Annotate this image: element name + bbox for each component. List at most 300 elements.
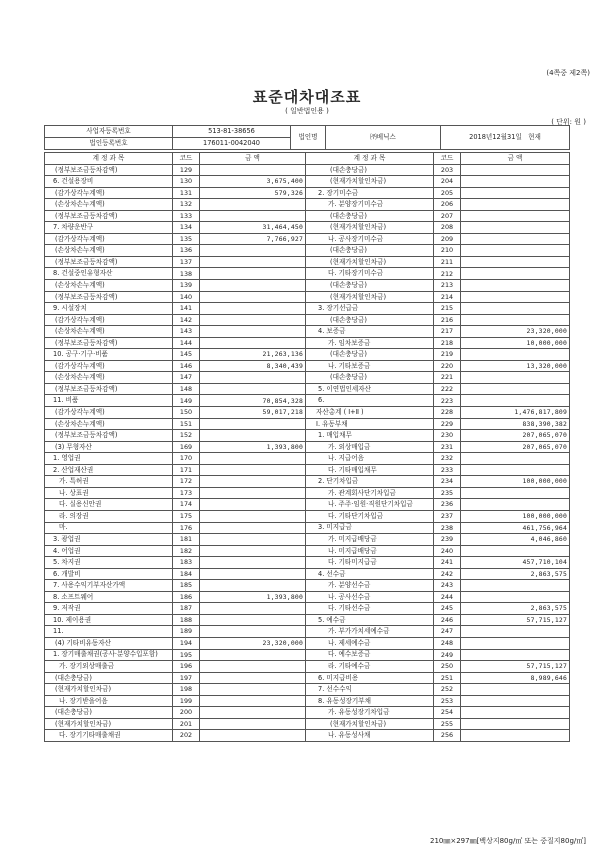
- left-item-name: (손상차손누계액): [45, 280, 173, 292]
- right-item-amount: [461, 372, 570, 384]
- table-row: [45, 222, 570, 234]
- left-item-amount: [200, 661, 306, 673]
- left-item-amount: [200, 695, 306, 707]
- left-item-amount: [200, 383, 306, 395]
- table-row: [45, 453, 570, 465]
- table-row: [45, 730, 570, 742]
- unit-label: ( 단위: 원 ): [551, 118, 586, 126]
- right-item-name: 6. 미지급비용: [306, 672, 434, 684]
- left-item-name: 가. 장기외상매출금: [45, 661, 173, 673]
- right-item-amount: [461, 453, 570, 465]
- right-item-amount: [461, 349, 570, 361]
- left-item-name: 나. 장기받을어음: [45, 695, 173, 707]
- right-item-name: 자산총계 ( Ⅰ+Ⅱ ): [306, 407, 434, 419]
- right-item-name: 7. 선수수익: [306, 684, 434, 696]
- right-item-code: 236: [434, 499, 461, 511]
- left-item-name: 7. 사용수익기부자산가액: [45, 580, 173, 592]
- right-item-name: 3. 장기선급금: [306, 303, 434, 315]
- table-row: [45, 245, 570, 257]
- left-item-code: 199: [173, 695, 200, 707]
- table-row: [45, 649, 570, 661]
- right-item-amount: [461, 499, 570, 511]
- right-item-name: 가. 유동성장기차입금: [306, 707, 434, 719]
- right-item-code: 208: [434, 222, 461, 234]
- right-item-amount: [461, 222, 570, 234]
- left-item-name: 1. 장기매출채권(공사·분양수입포함): [45, 649, 173, 661]
- right-item-code: 221: [434, 372, 461, 384]
- right-item-amount: 57,715,127: [461, 661, 570, 673]
- right-item-name: (대손충당금): [306, 372, 434, 384]
- table-row: [45, 176, 570, 188]
- left-item-code: 201: [173, 718, 200, 730]
- right-item-amount: [461, 256, 570, 268]
- right-item-amount: 13,320,000: [461, 360, 570, 372]
- left-item-name: (정부보조금등차감액): [45, 383, 173, 395]
- left-item-amount: [200, 291, 306, 303]
- left-item-name: 2. 산업재산권: [45, 464, 173, 476]
- table-row: [45, 510, 570, 522]
- table-row: [45, 349, 570, 361]
- left-item-amount: [200, 280, 306, 292]
- col-amount-left: 금 액: [200, 153, 306, 165]
- right-item-code: 253: [434, 695, 461, 707]
- right-item-name: 다. 예수보증금: [306, 649, 434, 661]
- left-item-amount: 1,393,800: [200, 591, 306, 603]
- left-item-name: 4. 어업권: [45, 545, 173, 557]
- left-item-amount: 23,320,000: [200, 637, 306, 649]
- left-item-amount: [200, 672, 306, 684]
- left-item-code: 142: [173, 314, 200, 326]
- right-item-name: 1. 매입채무: [306, 430, 434, 442]
- table-row: [45, 187, 570, 199]
- right-item-name: 나. 지급어음: [306, 453, 434, 465]
- right-item-name: 2. 장기미수금: [306, 187, 434, 199]
- col-item-left: 계 정 과 목: [45, 153, 173, 165]
- left-item-name: 9. 시설장치: [45, 303, 173, 315]
- right-item-code: 234: [434, 476, 461, 488]
- left-item-code: 169: [173, 441, 200, 453]
- right-item-code: 223: [434, 395, 461, 407]
- right-item-amount: 457,710,104: [461, 557, 570, 569]
- left-item-name: 10. 제이용권: [45, 614, 173, 626]
- right-item-code: 209: [434, 233, 461, 245]
- table-row: [45, 326, 570, 338]
- table-row: [45, 476, 570, 488]
- right-item-code: 252: [434, 684, 461, 696]
- right-item-name: (대손충당금): [306, 245, 434, 257]
- col-code-right: 코드: [434, 153, 461, 165]
- left-item-amount: [200, 614, 306, 626]
- table-row: [45, 314, 570, 326]
- table-row: [45, 268, 570, 280]
- left-item-amount: [200, 545, 306, 557]
- left-item-name: (손상차손누계액): [45, 245, 173, 257]
- left-item-code: 138: [173, 268, 200, 280]
- right-item-code: 243: [434, 580, 461, 592]
- left-item-name: (현재가치할인차금): [45, 718, 173, 730]
- table-row: [45, 372, 570, 384]
- right-item-amount: [461, 684, 570, 696]
- right-item-amount: [461, 383, 570, 395]
- right-item-code: 212: [434, 268, 461, 280]
- right-item-name: 나. 제세예수금: [306, 637, 434, 649]
- right-item-code: 218: [434, 337, 461, 349]
- left-item-name: (감가상각누계액): [45, 187, 173, 199]
- right-item-name: 나. 공사장기미수금: [306, 233, 434, 245]
- table-row: [45, 637, 570, 649]
- left-item-code: 152: [173, 430, 200, 442]
- left-item-name: (정부보조금등차감액): [45, 164, 173, 176]
- left-item-code: 188: [173, 614, 200, 626]
- table-row: [45, 591, 570, 603]
- table-row: [45, 684, 570, 696]
- right-item-code: 250: [434, 661, 461, 673]
- table-row: [45, 707, 570, 719]
- right-item-amount: [461, 303, 570, 315]
- left-item-code: 184: [173, 568, 200, 580]
- right-item-code: 233: [434, 464, 461, 476]
- left-item-name: 나. 상표권: [45, 487, 173, 499]
- left-item-amount: [200, 303, 306, 315]
- left-item-code: 151: [173, 418, 200, 430]
- left-item-code: 131: [173, 187, 200, 199]
- left-item-name: (현재가치할인차금): [45, 684, 173, 696]
- left-item-code: 147: [173, 372, 200, 384]
- left-item-amount: [200, 326, 306, 338]
- left-item-amount: [200, 603, 306, 615]
- left-item-amount: [200, 626, 306, 638]
- corp-name-label: 법인명: [291, 126, 326, 150]
- right-item-code: 241: [434, 557, 461, 569]
- biz-no-value: 513-81-38656: [173, 126, 291, 138]
- left-item-amount: [200, 314, 306, 326]
- right-item-name: 5. 이연법인세자산: [306, 383, 434, 395]
- left-item-amount: [200, 730, 306, 742]
- table-row: [45, 430, 570, 442]
- left-item-name: 가. 특허권: [45, 476, 173, 488]
- left-item-amount: [200, 453, 306, 465]
- right-item-code: 249: [434, 649, 461, 661]
- table-row: [45, 568, 570, 580]
- left-item-amount: [200, 430, 306, 442]
- col-code-left: 코드: [173, 153, 200, 165]
- right-item-amount: [461, 545, 570, 557]
- left-item-name: (정부보조금등차감액): [45, 337, 173, 349]
- left-item-amount: [200, 256, 306, 268]
- right-item-name: (현재가치할인차금): [306, 256, 434, 268]
- left-item-code: 185: [173, 580, 200, 592]
- table-row: [45, 395, 570, 407]
- right-item-amount: 2,863,575: [461, 603, 570, 615]
- right-item-code: 229: [434, 418, 461, 430]
- table-row: [45, 545, 570, 557]
- left-item-amount: [200, 372, 306, 384]
- right-item-amount: [461, 649, 570, 661]
- left-item-name: 5. 차지권: [45, 557, 173, 569]
- table-row: [45, 199, 570, 211]
- left-item-amount: [200, 718, 306, 730]
- right-item-name: 5. 예수금: [306, 614, 434, 626]
- left-item-name: 11.: [45, 626, 173, 638]
- right-item-code: 213: [434, 280, 461, 292]
- balance-sheet-table: [44, 152, 570, 742]
- right-item-name: 나. 유동성사채: [306, 730, 434, 742]
- left-item-code: 181: [173, 534, 200, 546]
- right-item-amount: 4,046,860: [461, 534, 570, 546]
- left-item-code: 171: [173, 464, 200, 476]
- right-item-amount: [461, 314, 570, 326]
- right-item-name: (대손충당금): [306, 349, 434, 361]
- document-title: 표준대차대조표: [252, 88, 362, 106]
- right-item-name: 가. 분양선수금: [306, 580, 434, 592]
- left-item-amount: 579,326: [200, 187, 306, 199]
- right-item-name: 6.: [306, 395, 434, 407]
- page-number: (4쪽중 제2쪽): [546, 69, 590, 77]
- left-item-code: 143: [173, 326, 200, 338]
- right-item-name: 다. 기타미지급금: [306, 557, 434, 569]
- right-item-code: 215: [434, 303, 461, 315]
- right-item-amount: 1,476,817,809: [461, 407, 570, 419]
- left-item-name: 1. 영업권: [45, 453, 173, 465]
- right-item-code: 206: [434, 199, 461, 211]
- table-row: [45, 718, 570, 730]
- right-item-amount: [461, 291, 570, 303]
- left-item-amount: [200, 210, 306, 222]
- left-item-code: 170: [173, 453, 200, 465]
- left-item-name: (대손충당금): [45, 707, 173, 719]
- right-item-name: 나. 기타보증금: [306, 360, 434, 372]
- left-item-name: 마.: [45, 522, 173, 534]
- right-item-name: 다. 기타단기차입금: [306, 510, 434, 522]
- left-item-name: (4) 기타비유동자산: [45, 637, 173, 649]
- right-item-name: 가. 분양장기미수금: [306, 199, 434, 211]
- left-item-name: 라. 의장권: [45, 510, 173, 522]
- right-item-amount: [461, 187, 570, 199]
- right-item-amount: [461, 210, 570, 222]
- left-item-amount: [200, 268, 306, 280]
- left-item-name: 다. 실용신안권: [45, 499, 173, 511]
- left-item-amount: [200, 464, 306, 476]
- left-item-amount: [200, 476, 306, 488]
- right-item-name: 라. 기타예수금: [306, 661, 434, 673]
- biz-no-label: 사업자등록번호: [45, 126, 173, 138]
- right-item-code: 235: [434, 487, 461, 499]
- right-item-code: 228: [434, 407, 461, 419]
- table-row: [45, 522, 570, 534]
- left-item-code: 141: [173, 303, 200, 315]
- right-item-amount: 461,756,964: [461, 522, 570, 534]
- left-item-code: 195: [173, 649, 200, 661]
- right-item-name: (대손충당금): [306, 314, 434, 326]
- table-row: [45, 407, 570, 419]
- table-row: [45, 418, 570, 430]
- right-item-code: 231: [434, 441, 461, 453]
- right-item-name: Ⅰ. 유동부채: [306, 418, 434, 430]
- right-item-code: 255: [434, 718, 461, 730]
- right-item-code: 230: [434, 430, 461, 442]
- right-item-name: (대손충당금): [306, 210, 434, 222]
- right-item-amount: [461, 199, 570, 211]
- left-item-code: 145: [173, 349, 200, 361]
- left-item-code: 137: [173, 256, 200, 268]
- right-item-name: 가. 미지급배당금: [306, 534, 434, 546]
- right-item-code: 238: [434, 522, 461, 534]
- corp-no-value: 176011-0042040: [173, 138, 291, 150]
- left-item-code: 150: [173, 407, 200, 419]
- right-item-code: 239: [434, 534, 461, 546]
- left-item-code: 140: [173, 291, 200, 303]
- left-item-amount: [200, 522, 306, 534]
- right-item-code: 232: [434, 453, 461, 465]
- right-item-amount: 2,863,575: [461, 568, 570, 580]
- right-item-code: 242: [434, 568, 461, 580]
- left-item-name: 6. 개발비: [45, 568, 173, 580]
- left-item-code: 135: [173, 233, 200, 245]
- left-item-amount: 21,263,136: [200, 349, 306, 361]
- right-item-name: 가. 임차보증금: [306, 337, 434, 349]
- right-item-code: 219: [434, 349, 461, 361]
- left-item-amount: [200, 580, 306, 592]
- right-item-name: 나. 주주·임원·직원단기차입금: [306, 499, 434, 511]
- left-item-code: 174: [173, 499, 200, 511]
- table-row: [45, 337, 570, 349]
- table-row: [45, 580, 570, 592]
- left-item-name: (정부보조금등차감액): [45, 430, 173, 442]
- left-item-amount: [200, 164, 306, 176]
- right-item-code: 207: [434, 210, 461, 222]
- left-item-code: 175: [173, 510, 200, 522]
- left-item-code: 130: [173, 176, 200, 188]
- right-item-name: 8. 유동성장기부채: [306, 695, 434, 707]
- right-item-name: (대손충당금): [306, 280, 434, 292]
- right-item-code: 222: [434, 383, 461, 395]
- report-date: [441, 126, 570, 150]
- left-item-amount: [200, 418, 306, 430]
- right-item-amount: [461, 464, 570, 476]
- table-row: [45, 383, 570, 395]
- left-item-amount: [200, 337, 306, 349]
- left-item-code: 172: [173, 476, 200, 488]
- left-item-amount: 1,393,800: [200, 441, 306, 453]
- left-item-code: 197: [173, 672, 200, 684]
- left-item-name: 10. 공구·기구·비품: [45, 349, 173, 361]
- right-item-amount: [461, 580, 570, 592]
- table-row: [45, 464, 570, 476]
- table-row: [45, 164, 570, 176]
- left-item-name: 6. 건설용장비: [45, 176, 173, 188]
- right-item-code: 245: [434, 603, 461, 615]
- right-item-code: 204: [434, 176, 461, 188]
- left-item-amount: 3,675,400: [200, 176, 306, 188]
- table-row: [45, 256, 570, 268]
- right-item-amount: [461, 395, 570, 407]
- right-item-code: 254: [434, 707, 461, 719]
- right-item-code: 237: [434, 510, 461, 522]
- right-item-amount: 10,000,000: [461, 337, 570, 349]
- left-item-code: 132: [173, 199, 200, 211]
- left-item-name: (손상차손누계액): [45, 199, 173, 211]
- right-item-name: 가. 외상매입금: [306, 441, 434, 453]
- left-item-name: (손상차손누계액): [45, 372, 173, 384]
- left-item-code: 136: [173, 245, 200, 257]
- table-row: [45, 672, 570, 684]
- right-item-amount: 100,000,000: [461, 476, 570, 488]
- right-item-amount: [461, 695, 570, 707]
- table-row: [45, 626, 570, 638]
- left-item-amount: [200, 684, 306, 696]
- right-item-code: 205: [434, 187, 461, 199]
- left-item-code: 183: [173, 557, 200, 569]
- right-item-amount: [461, 233, 570, 245]
- right-item-amount: 838,390,382: [461, 418, 570, 430]
- right-item-amount: 207,065,070: [461, 430, 570, 442]
- right-item-name: (현재가치할인차금): [306, 176, 434, 188]
- right-item-name: 다. 기타장기미수금: [306, 268, 434, 280]
- left-item-name: (감가상각누계액): [45, 360, 173, 372]
- left-item-amount: [200, 510, 306, 522]
- left-item-code: 200: [173, 707, 200, 719]
- right-item-amount: [461, 245, 570, 257]
- left-item-amount: [200, 487, 306, 499]
- left-item-amount: [200, 707, 306, 719]
- left-item-code: 176: [173, 522, 200, 534]
- right-item-name: (현재가치할인차금): [306, 222, 434, 234]
- table-row: [45, 441, 570, 453]
- right-item-amount: 8,989,646: [461, 672, 570, 684]
- table-row: [45, 360, 570, 372]
- left-item-code: 186: [173, 591, 200, 603]
- left-item-amount: 59,017,218: [200, 407, 306, 419]
- right-item-name: 3. 미지급금: [306, 522, 434, 534]
- right-item-amount: 207,065,070: [461, 441, 570, 453]
- right-item-amount: [461, 730, 570, 742]
- left-item-name: 11. 비품: [45, 395, 173, 407]
- right-item-code: 251: [434, 672, 461, 684]
- right-item-amount: [461, 637, 570, 649]
- right-item-name: 가. 관계회사단기차입금: [306, 487, 434, 499]
- right-item-amount: [461, 718, 570, 730]
- left-item-amount: [200, 534, 306, 546]
- left-item-name: (3) 무형자산: [45, 441, 173, 453]
- left-item-code: 182: [173, 545, 200, 557]
- left-item-amount: 31,464,450: [200, 222, 306, 234]
- left-item-code: 189: [173, 626, 200, 638]
- right-item-amount: [461, 707, 570, 719]
- left-item-name: 3. 광업권: [45, 534, 173, 546]
- right-item-name: 다. 기타매입채무: [306, 464, 434, 476]
- left-item-name: (정부보조금등차감액): [45, 210, 173, 222]
- left-item-code: 144: [173, 337, 200, 349]
- left-item-name: (감가상각누계액): [45, 233, 173, 245]
- left-item-code: 133: [173, 210, 200, 222]
- right-item-code: 203: [434, 164, 461, 176]
- table-row: [45, 603, 570, 615]
- left-item-amount: [200, 499, 306, 511]
- report-date-value: 2018년12월31일: [469, 133, 522, 142]
- right-item-code: 248: [434, 637, 461, 649]
- right-item-name: 나. 미지급배당금: [306, 545, 434, 557]
- left-item-code: 134: [173, 222, 200, 234]
- left-item-amount: 70,854,328: [200, 395, 306, 407]
- left-item-amount: [200, 199, 306, 211]
- right-item-name: 가. 부가가치세예수금: [306, 626, 434, 638]
- right-item-name: 다. 기타선수금: [306, 603, 434, 615]
- table-row: [45, 210, 570, 222]
- table-row: [45, 557, 570, 569]
- table-row: [45, 303, 570, 315]
- right-item-code: 211: [434, 256, 461, 268]
- left-item-name: 다. 장기기타매출채권: [45, 730, 173, 742]
